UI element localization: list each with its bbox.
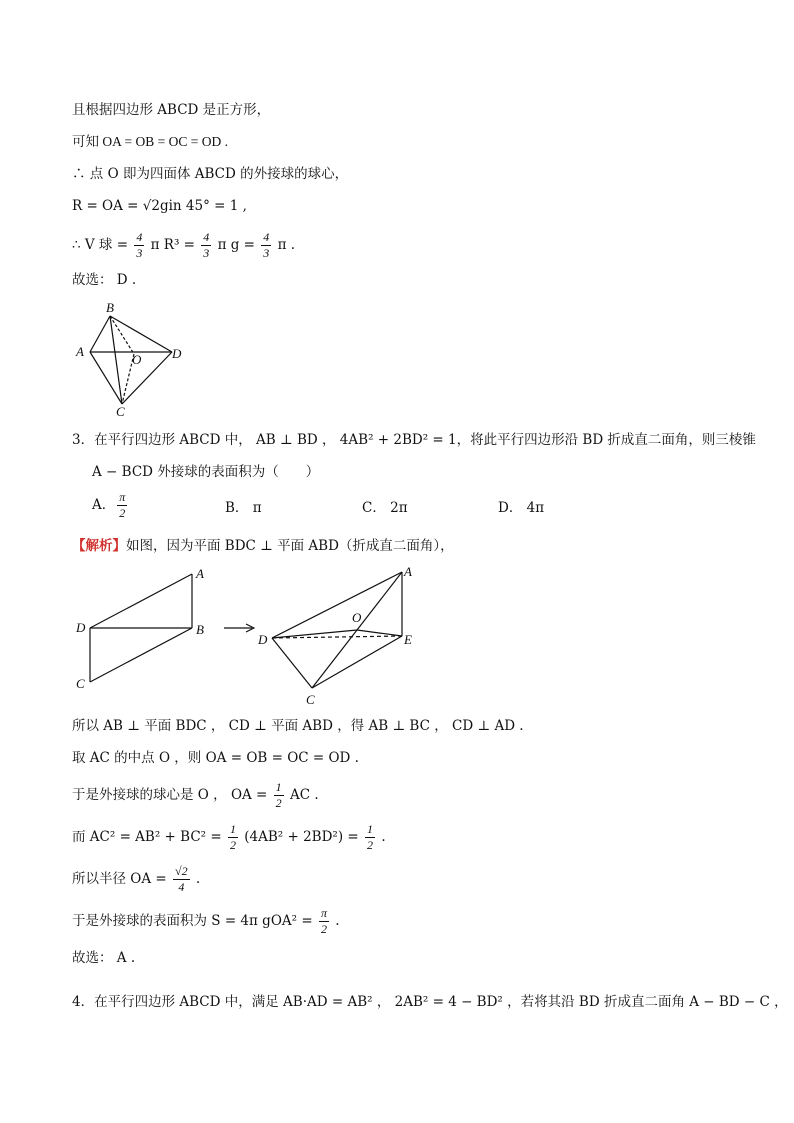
answer-line-2: 故选： A .	[72, 950, 136, 966]
question-3-line-2: A − BCD 外接球的表面积为（ ）	[92, 464, 320, 480]
folded-label-A: A	[404, 564, 412, 579]
solution-line-4: 而 AC² = AB² + BC² = $\frac{1}{2}$ (4AB² + 2BD²) = $\frac{1}{2}$ .	[72, 822, 386, 852]
analysis-text: 如图，因为平面 BDC ⊥ 平面 ABD（折成直二面角），	[126, 538, 454, 554]
label-A: A	[76, 344, 84, 359]
frac-4-3-c: $\frac{4}{3}$	[263, 230, 270, 260]
question-4-line-1: 4．在平行四边形 ABCD 中，满足 AB·AD = AB² ， 2AB² = 4 − BD² ，若将其沿 BD 折成直二面角 A − BD − C ，	[72, 994, 788, 1010]
label-D: D	[172, 346, 182, 361]
vol-mid2: π g =	[217, 237, 255, 253]
flat-label-C: C	[76, 676, 85, 691]
answer-line-1: 故选： D .	[72, 272, 137, 288]
option-a: A． $\frac{\pi}{2}$	[92, 490, 126, 520]
analysis-badge: 【解析】	[72, 538, 126, 554]
fold-figure	[72, 560, 432, 710]
option-c: C． 2π	[362, 500, 408, 516]
volume-formula	[72, 230, 295, 261]
option-b: B． π	[225, 500, 262, 516]
frac-pi-2: $\frac{\pi}{2}$	[320, 906, 327, 936]
solution-line-6: 于是外接球的表面积为 S = 4π gOA² = $\frac{\pi}{2}$ .	[72, 906, 340, 936]
vol-pre: ∴ V 球 =	[72, 237, 129, 253]
option-d: D． 4π	[498, 500, 545, 516]
label-B: B	[106, 300, 114, 315]
text-line-4: R = OA = √2gin 45° = 1 ,	[72, 198, 247, 214]
vol-mid: π R³ =	[150, 237, 195, 253]
folded-label-D: D	[258, 632, 268, 647]
folded-label-C: C	[306, 692, 315, 707]
solution-line-2: 取 AC 的中点 O ，则 OA = OB = OC = OD .	[72, 750, 359, 766]
question-3-line-1: 3．在平行四边形 ABCD 中， AB ⊥ BD ， 4AB² + 2BD² = 1，将此平行四边形沿 BD 折成直二面角，则三棱锥	[72, 432, 756, 448]
folded-label-E: E	[404, 632, 412, 647]
flat-label-D: D	[76, 620, 86, 635]
flat-label-B: B	[196, 622, 204, 637]
label-C: C	[116, 404, 125, 418]
frac-1-2-c: $\frac{1}{2}$	[367, 822, 374, 852]
frac-4-3-b: $\frac{4}{3}$	[203, 230, 210, 260]
tetrahedron-figure	[72, 298, 192, 418]
frac-1-2-b: $\frac{1}{2}$	[229, 822, 236, 852]
folded-label-O: O	[352, 610, 362, 625]
frac-1-2-a: $\frac{1}{2}$	[275, 780, 282, 810]
flat-label-A: A	[196, 566, 204, 581]
frac-sqrt2-4: $\frac{√2}{4}$	[175, 864, 188, 894]
text-line-3: ∴ 点 O 即为四面体 ABCD 的外接球的球心，	[72, 166, 349, 182]
label-O: O	[132, 352, 142, 367]
analysis-line	[72, 536, 454, 556]
solution-line-1: 所以 AB ⊥ 平面 BDC ， CD ⊥ 平面 ABD ，得 AB ⊥ BC ， CD ⊥ AD .	[72, 718, 524, 734]
solution-line-3: 于是外接球的球心是 O ， OA = $\frac{1}{2}$ AC .	[72, 780, 319, 810]
text-line-2: 可知 OA = OB = OC = OD .	[72, 134, 228, 149]
frac-4-3-a: $\frac{4}{3}$	[136, 230, 143, 260]
text-line-1: 且根据四边形 ABCD 是正方形，	[72, 102, 271, 118]
solution-line-5: 所以半径 OA = $\frac{√2}{4}$ .	[72, 864, 201, 894]
vol-end: π .	[277, 237, 296, 253]
